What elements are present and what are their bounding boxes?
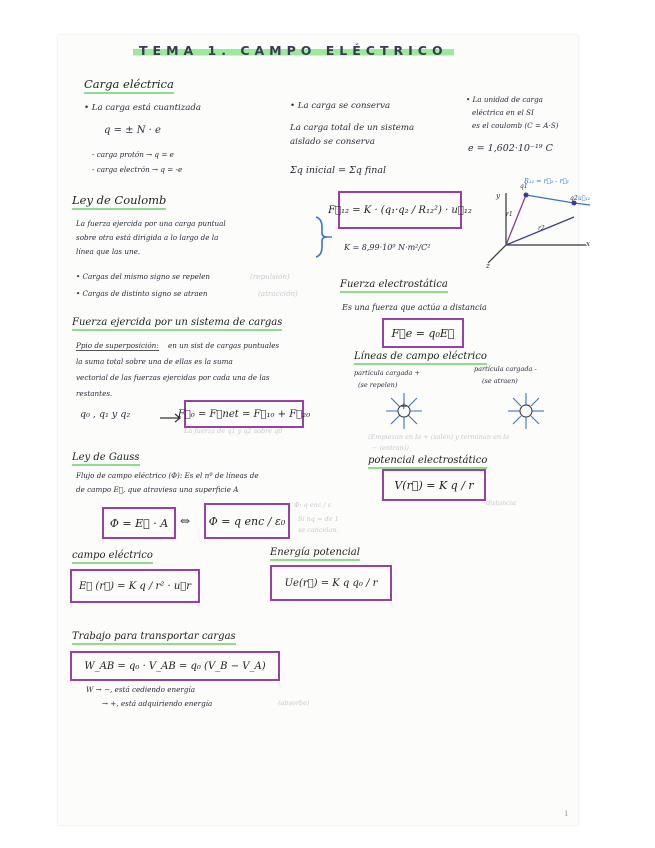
negative-charge-field-icon bbox=[506, 391, 546, 431]
diagram-r1-label: r1 bbox=[506, 211, 513, 218]
same-sign-note: (repulsión) bbox=[250, 272, 290, 281]
unidad-carga-line1: • La unidad de carga bbox=[466, 95, 543, 104]
coulomb-constant-value: K = 8,99·10⁹ N·m²/C² bbox=[344, 243, 431, 252]
carga-conserva-line2: La carga total de un sistema bbox=[290, 123, 415, 133]
r12-vector bbox=[526, 195, 574, 203]
carga-elemental-value: e = 1,602·10⁻¹⁹ C bbox=[468, 143, 553, 154]
positive-sign: + bbox=[400, 402, 408, 412]
carga-cuantizada-formula: q = ± N · e bbox=[104, 125, 161, 136]
trabajo-positive-text: → +, está adquiriendo energía bbox=[102, 699, 213, 708]
gauss-text-line2: de campo E⃗, que atraviesa una superficie A bbox=[76, 485, 239, 494]
fuerza-electrostatica-formula: F⃗e = q₀E⃗ bbox=[382, 318, 464, 348]
lineas-campo-faint-line2: − (entran)) bbox=[372, 444, 409, 452]
gauss-text-line1: Flujo de campo eléctrico (Φ): Es el nº de líneas de bbox=[76, 471, 259, 480]
diagram-u12-label: u⃗₁₂ bbox=[578, 195, 591, 202]
superposicion-faint-note: La fuerza de q1 y q2 sobre q0 bbox=[184, 427, 283, 435]
diagram-y-label: y bbox=[496, 191, 501, 200]
brace-icon bbox=[312, 215, 332, 259]
heading-campo-electrico: campo eléctrico bbox=[72, 550, 153, 564]
superposicion-text-line4: restantes. bbox=[76, 389, 113, 398]
gauss-side-note-1: Φ: q enc / ε bbox=[294, 501, 332, 509]
carga-conserva-line3: aislado se conserva bbox=[290, 137, 375, 147]
negative-sign: − bbox=[523, 401, 531, 411]
carga-cuantizada-text: • La carga está cuantizada bbox=[84, 103, 202, 113]
carga-electron-text: - carga electrón → q = -e bbox=[92, 165, 183, 174]
same-sign-text: • Cargas del mismo signo se repelen bbox=[76, 272, 211, 281]
lineas-campo-positive-line1: partícula cargada + bbox=[354, 369, 420, 377]
superposicion-text-line1: en un sist de cargas puntuales bbox=[168, 341, 280, 350]
gauss-side-note-2: Si nq = de 1 bbox=[298, 515, 339, 523]
unidad-carga-line2: eléctrica en el SI bbox=[472, 108, 534, 117]
heading-ley-coulomb: Ley de Coulomb bbox=[72, 193, 166, 210]
superposicion-text-line3: vectorial de las fuerzas ejercidas por cada una de las bbox=[76, 373, 270, 382]
trabajo-formula-box: W_AB = q₀ · V_AB = q₀ (V_B − V_A) bbox=[70, 651, 280, 681]
page-title: TEMA 1. CAMPO ELÉCTRICO bbox=[133, 43, 454, 58]
potencial-formula-box: V(r⃗) = K q / r bbox=[382, 469, 486, 501]
gauss-law-formula-box: Φ = q enc / ε₀ bbox=[204, 503, 290, 539]
page-number: 1 bbox=[564, 809, 569, 818]
coulomb-text-line1: La fuerza ejercida por una carga puntual bbox=[76, 219, 226, 228]
superposicion-text-line2: la suma total sobre una de ellas es la suma bbox=[76, 357, 233, 366]
coulomb-formula-box: F⃗₁₂ = K · (q₁·q₂ / R₁₂²) · u⃗₁₂ bbox=[338, 191, 462, 229]
diagram-x-label: x bbox=[586, 239, 591, 248]
charges-q0-q1-q2: q₀ , q₁ y q₂ bbox=[80, 409, 131, 420]
heading-trabajo: Trabajo para transportar cargas bbox=[72, 631, 236, 645]
superposicion-formula-box: F⃗₀ = F⃗net = F⃗₁₀ + F⃗₂₀ bbox=[184, 400, 304, 428]
carga-proton-text: - carga protón → q = e bbox=[92, 150, 174, 159]
diff-sign-note: (atracción) bbox=[258, 289, 298, 298]
trabajo-positive-note: (absorbe) bbox=[278, 699, 310, 707]
heading-carga-electrica: Carga eléctrica bbox=[84, 77, 174, 94]
charge-q1-dot bbox=[524, 193, 529, 198]
heading-potencial-electrostatico: potencial electrostático bbox=[368, 455, 487, 469]
coulomb-text-line2: sobre otra está dirigida a lo largo de la bbox=[76, 233, 219, 242]
fuerza-electrostatica-text: Es una fuerza que actúa a distancia bbox=[342, 303, 487, 312]
lineas-campo-positive-line2: (se repelen) bbox=[358, 381, 398, 389]
heading-fuerza-electrostatica: Fuerza electrostática bbox=[340, 279, 448, 293]
diagram-q2-label: q2 bbox=[570, 195, 578, 202]
carga-conserva-text: • La carga se conserva bbox=[290, 101, 391, 111]
potencial-faint-note: distancia bbox=[486, 499, 516, 507]
diagram-z-label: z bbox=[486, 261, 490, 270]
heading-ley-gauss: Ley de Gauss bbox=[72, 452, 140, 466]
diagram-q1-label: q1 bbox=[520, 183, 528, 190]
diagram-r12-label: R₁₂ = r⃗₂ - r⃗₁ bbox=[524, 177, 570, 185]
equivalence-arrow: ⇔ bbox=[180, 514, 191, 528]
gauss-flux-formula-box: Φ = E⃗ · A bbox=[102, 507, 176, 539]
carga-conserva-formula: Σq inicial = Σq final bbox=[290, 165, 387, 176]
coulomb-text-line3: línea que las une. bbox=[76, 247, 141, 256]
trabajo-negative-text: W → −, está cediendo energía bbox=[86, 685, 196, 694]
heading-energia-potencial: Energía potencial bbox=[270, 547, 360, 561]
heading-lineas-campo: Líneas de campo eléctrico bbox=[354, 351, 487, 365]
diff-sign-text: • Cargas de distinto signo se atraen bbox=[76, 289, 208, 298]
z-axis bbox=[488, 245, 506, 263]
heading-sistema-cargas: Fuerza ejercida por un sistema de cargas bbox=[72, 317, 282, 331]
gauss-side-note-3: se cancelan. bbox=[298, 526, 339, 534]
campo-electrico-formula-box: E⃗ (r⃗) = K q / r² · u⃗r bbox=[70, 569, 200, 603]
energia-potencial-formula-box: Ue(r⃗) = K q q₀ / r bbox=[270, 565, 392, 601]
lineas-campo-negative-line1: partícula cargada - bbox=[474, 365, 537, 373]
notes-page bbox=[58, 35, 591, 825]
superposicion-label: Ppio de superposición: bbox=[76, 341, 159, 350]
lineas-campo-faint-line1: (Empiezan en la + (salen) y terminan en la bbox=[368, 433, 510, 441]
lineas-campo-negative-line2: (se atraen) bbox=[482, 377, 518, 385]
diagram-r2-label: r2 bbox=[538, 225, 545, 232]
unidad-carga-line3: es el coulomb (C = A·S) bbox=[472, 121, 559, 130]
